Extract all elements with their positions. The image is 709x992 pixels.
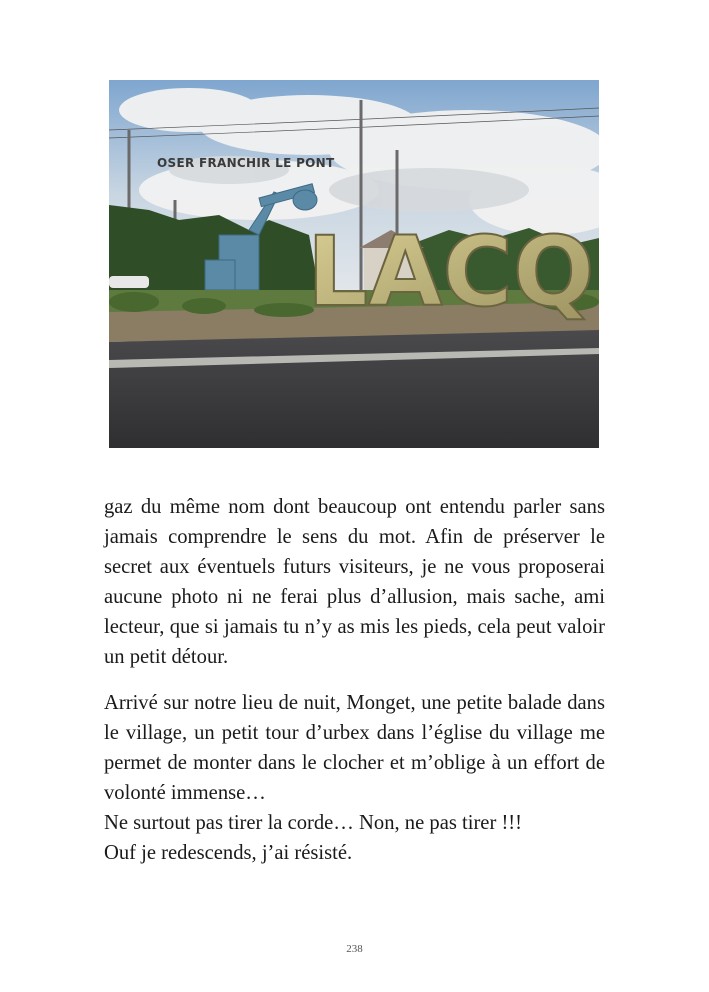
photo-caption: OSER FRANCHIR LE PONT [157,156,335,170]
line-1: Ne surtout pas tirer la corde… Non, ne pas tirer !!! [104,812,523,834]
photo-scene [109,80,599,448]
paragraph-2: Arrivé sur notre lieu de nuit, Monget, une petite balade dans le village, un petit tour d’urbex dans l’église du village me permet de monter dans le clocher et m’oblige à un effort de volonté immense… [104,692,605,804]
body-text [104,492,605,868]
page-number: 238 [346,943,363,955]
photo-sign-letters: LACQ [307,216,595,328]
paragraph-1: gaz du même nom dont beaucoup ont entendu parler sans jamais comprendre le sens du mot. Afin de préserver le secret aux éventuels futurs visiteurs, je ne vous proposerai aucune photo ni ne ferai plus d’allusion, mais sache, ami lecteur, que si jamais tu n’y as mis les pieds, cela peut valoir un petit détour. [104,496,605,668]
photo-lacq-roundabout [109,80,599,448]
line-2: Ouf je redescends, j’ai résisté. [104,842,353,864]
